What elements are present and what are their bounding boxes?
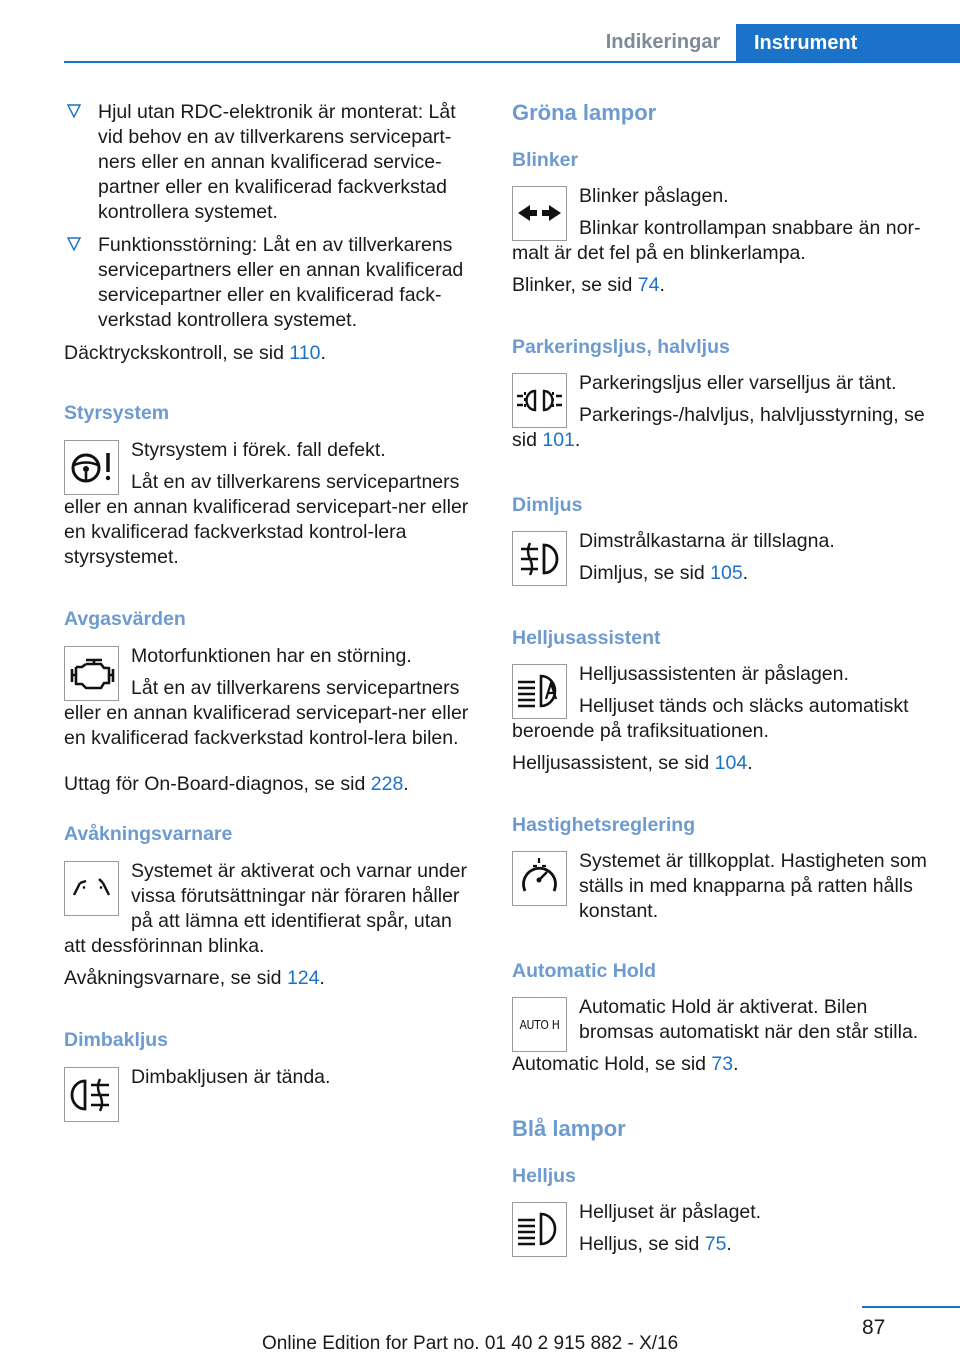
highbeam-assist-text-1: Helljusassistenten är påslagen. <box>579 663 849 685</box>
section-heading-autohold: Automatic Hold <box>512 960 657 982</box>
steering-entry <box>64 438 476 577</box>
autohold-text-2 <box>512 1052 932 1077</box>
section-heading-highbeam: Helljus <box>512 1165 576 1187</box>
page-link-124[interactable]: 124 <box>286 967 320 989</box>
tab-instrument[interactable]: Instrument <box>736 24 960 63</box>
blinker-entry <box>512 184 932 273</box>
high-beam-assistant-icon <box>512 664 567 719</box>
autohold-text-1: Automatic Hold är aktiverat. Bilen bromsas automatiskt när den står stilla. <box>579 996 919 1043</box>
ref-text: Däcktryckskontroll, se sid <box>64 342 290 364</box>
edition-footer: Online Edition for Part no. 01 40 2 915 882 - X/16 <box>262 1333 679 1354</box>
footer-rule <box>862 1306 960 1308</box>
ref-end: . <box>747 752 753 774</box>
blinker-text-1: Blinker påslagen. <box>579 185 729 207</box>
cruise-entry <box>512 849 932 931</box>
list-item <box>64 100 476 225</box>
ref-text: Blinker, se sid <box>512 274 638 296</box>
ref-end: . <box>319 967 325 989</box>
ref-text: Helljusassistent, se sid <box>512 752 715 774</box>
engine-icon <box>64 646 119 701</box>
section-heading-lane: Avåkningsvarnare <box>64 823 233 845</box>
ref-text: Automatic Hold, se sid <box>512 1053 712 1075</box>
parking-text-1: Parkeringsljus eller varselljus är tänt. <box>579 372 897 394</box>
ref-end: . <box>320 342 326 364</box>
blinker-text-2: Blinkar kontrollampan snabbare än nor‐malt är det fel på en blinkerlampa. <box>512 217 921 264</box>
page-link-74[interactable]: 74 <box>637 274 660 296</box>
page-number: 87 <box>862 1316 886 1339</box>
section-heading-green: Gröna lampor <box>512 100 657 125</box>
highbeam-assist-text-2: Helljuset tänds och släcks automatiskt beroende på trafiksituationen. <box>512 695 909 742</box>
ref-end: . <box>659 274 665 296</box>
steering-text-2: Låt en av tillverkarens servicepartners eller en annan kvalificerad servicepart‐ner eller en kvalificerad fackverkstad kontrol‐lera styrsystemet. <box>64 471 469 568</box>
fog-entry <box>512 529 932 593</box>
ref-text: Dimljus, se sid <box>579 562 711 584</box>
triangle-bullet-icon <box>67 104 81 118</box>
highbeam-assist-reference <box>512 751 932 776</box>
section-heading-parking: Parkeringsljus, halvljus <box>512 336 730 358</box>
highbeam-text-2 <box>512 1232 932 1257</box>
section-heading-blue: Blå lampor <box>512 1116 626 1141</box>
auto-hold-icon-label: AUTO H <box>519 1017 560 1032</box>
list-item <box>64 233 476 333</box>
bullet-text: Funktionsstörning: Låt en av tillverkarens servicepartners eller en annan kvalificerad servicepartner eller en kvalificerad fack‐verkstad kontrollera systemet. <box>98 234 464 331</box>
section-heading-fog: Dimljus <box>512 494 583 516</box>
turn-signal-icon <box>512 186 567 241</box>
ref-text: Uttag för On-Board-diagnos, se sid <box>64 773 371 795</box>
emissions-entry <box>64 644 476 758</box>
ref-end: . <box>742 562 749 584</box>
lane-text-1: Systemet är aktiverat och varnar under vissa förutsättningar när föraren håller på att lämna ett identifierat spår, utan att dessförinnan blinka. <box>64 860 467 957</box>
emissions-text-1: Motorfunktionen har en störning. <box>131 645 412 667</box>
autohold-entry <box>512 995 932 1084</box>
emissions-text-2: Låt en av tillverkarens servicepartners eller en annan kvalificerad servicepart‐ner eller en kvalificerad fackverkstad kontrol‐lera bilen. <box>64 677 469 749</box>
page-link-228[interactable]: 228 <box>370 773 404 795</box>
ref-end: . <box>733 1053 739 1075</box>
page-link-104[interactable]: 104 <box>714 752 748 774</box>
highbeam-assist-entry <box>512 662 932 751</box>
obd-reference <box>64 772 476 797</box>
triangle-bullet-icon <box>67 237 81 251</box>
section-heading-cruise: Hastighetsreglering <box>512 814 696 836</box>
ref-text: Helljus, se sid <box>579 1233 705 1255</box>
section-heading-highbeam-assist: Helljusassistent <box>512 627 661 649</box>
fog-text-2 <box>512 561 932 586</box>
cruise-control-icon <box>512 851 567 906</box>
page-link-101[interactable]: 101 <box>542 429 575 451</box>
ref-end: . <box>403 773 409 795</box>
ref-end: . <box>574 429 581 451</box>
rearfog-entry <box>64 1065 476 1122</box>
right-column <box>512 100 932 1264</box>
parking-text-2 <box>512 403 932 453</box>
page-link-105[interactable]: 105 <box>710 562 743 584</box>
ref-text: Parkerings-/halvljus, halvljusstyrning, se sid <box>512 404 925 451</box>
section-heading-steering: Styrsystem <box>64 402 170 424</box>
section-heading-rearfog: Dimbakljus <box>64 1029 169 1051</box>
cruise-text-1: Systemet är tillkopplat. Hastigheten som ställs in med knapparna på ratten hålls konstant. <box>579 850 927 922</box>
tire-reference <box>64 341 476 366</box>
header-rule <box>64 61 960 63</box>
section-heading-emissions: Avgasvärden <box>64 608 186 630</box>
steering-warning-icon <box>64 440 119 495</box>
page-link-110[interactable]: 110 <box>289 342 321 364</box>
highbeam-entry <box>512 1200 932 1264</box>
high-beam-icon <box>512 1202 567 1257</box>
lane-entry <box>64 859 476 966</box>
page-link-75[interactable]: 75 <box>704 1233 727 1255</box>
auto-hold-icon <box>512 997 567 1052</box>
parking-entry <box>512 371 932 460</box>
lane-departure-icon <box>64 861 119 916</box>
ref-text: Avåkningsvarnare, se sid <box>64 967 287 989</box>
page-link-73[interactable]: 73 <box>711 1053 734 1075</box>
bullet-text: Hjul utan RDC-elektronik är monterat: Låt vid behov en av tillverkarens servicepart‐ners eller en annan kvalificerad service‐partner eller en kvalificerad fackverkstad kontrollera systemet. <box>98 101 456 223</box>
fog-text-1: Dimstrålkastarna är tillslagna. <box>579 530 835 552</box>
steering-text-1: Styrsystem i förek. fall defekt. <box>131 439 386 461</box>
highbeam-text-1: Helljuset är påslaget. <box>579 1201 762 1223</box>
section-heading-blinker: Blinker <box>512 149 579 171</box>
left-column <box>64 100 476 1122</box>
rearfog-text-1: Dimbakljusen är tända. <box>131 1066 331 1088</box>
fog-light-icon <box>512 531 567 586</box>
tab-indikeringar[interactable]: Indikeringar <box>605 31 721 53</box>
ref-end: . <box>726 1233 732 1255</box>
rear-fog-light-icon <box>64 1067 119 1122</box>
parking-light-icon <box>512 373 567 428</box>
lane-reference <box>64 966 476 991</box>
blinker-reference <box>512 273 932 298</box>
